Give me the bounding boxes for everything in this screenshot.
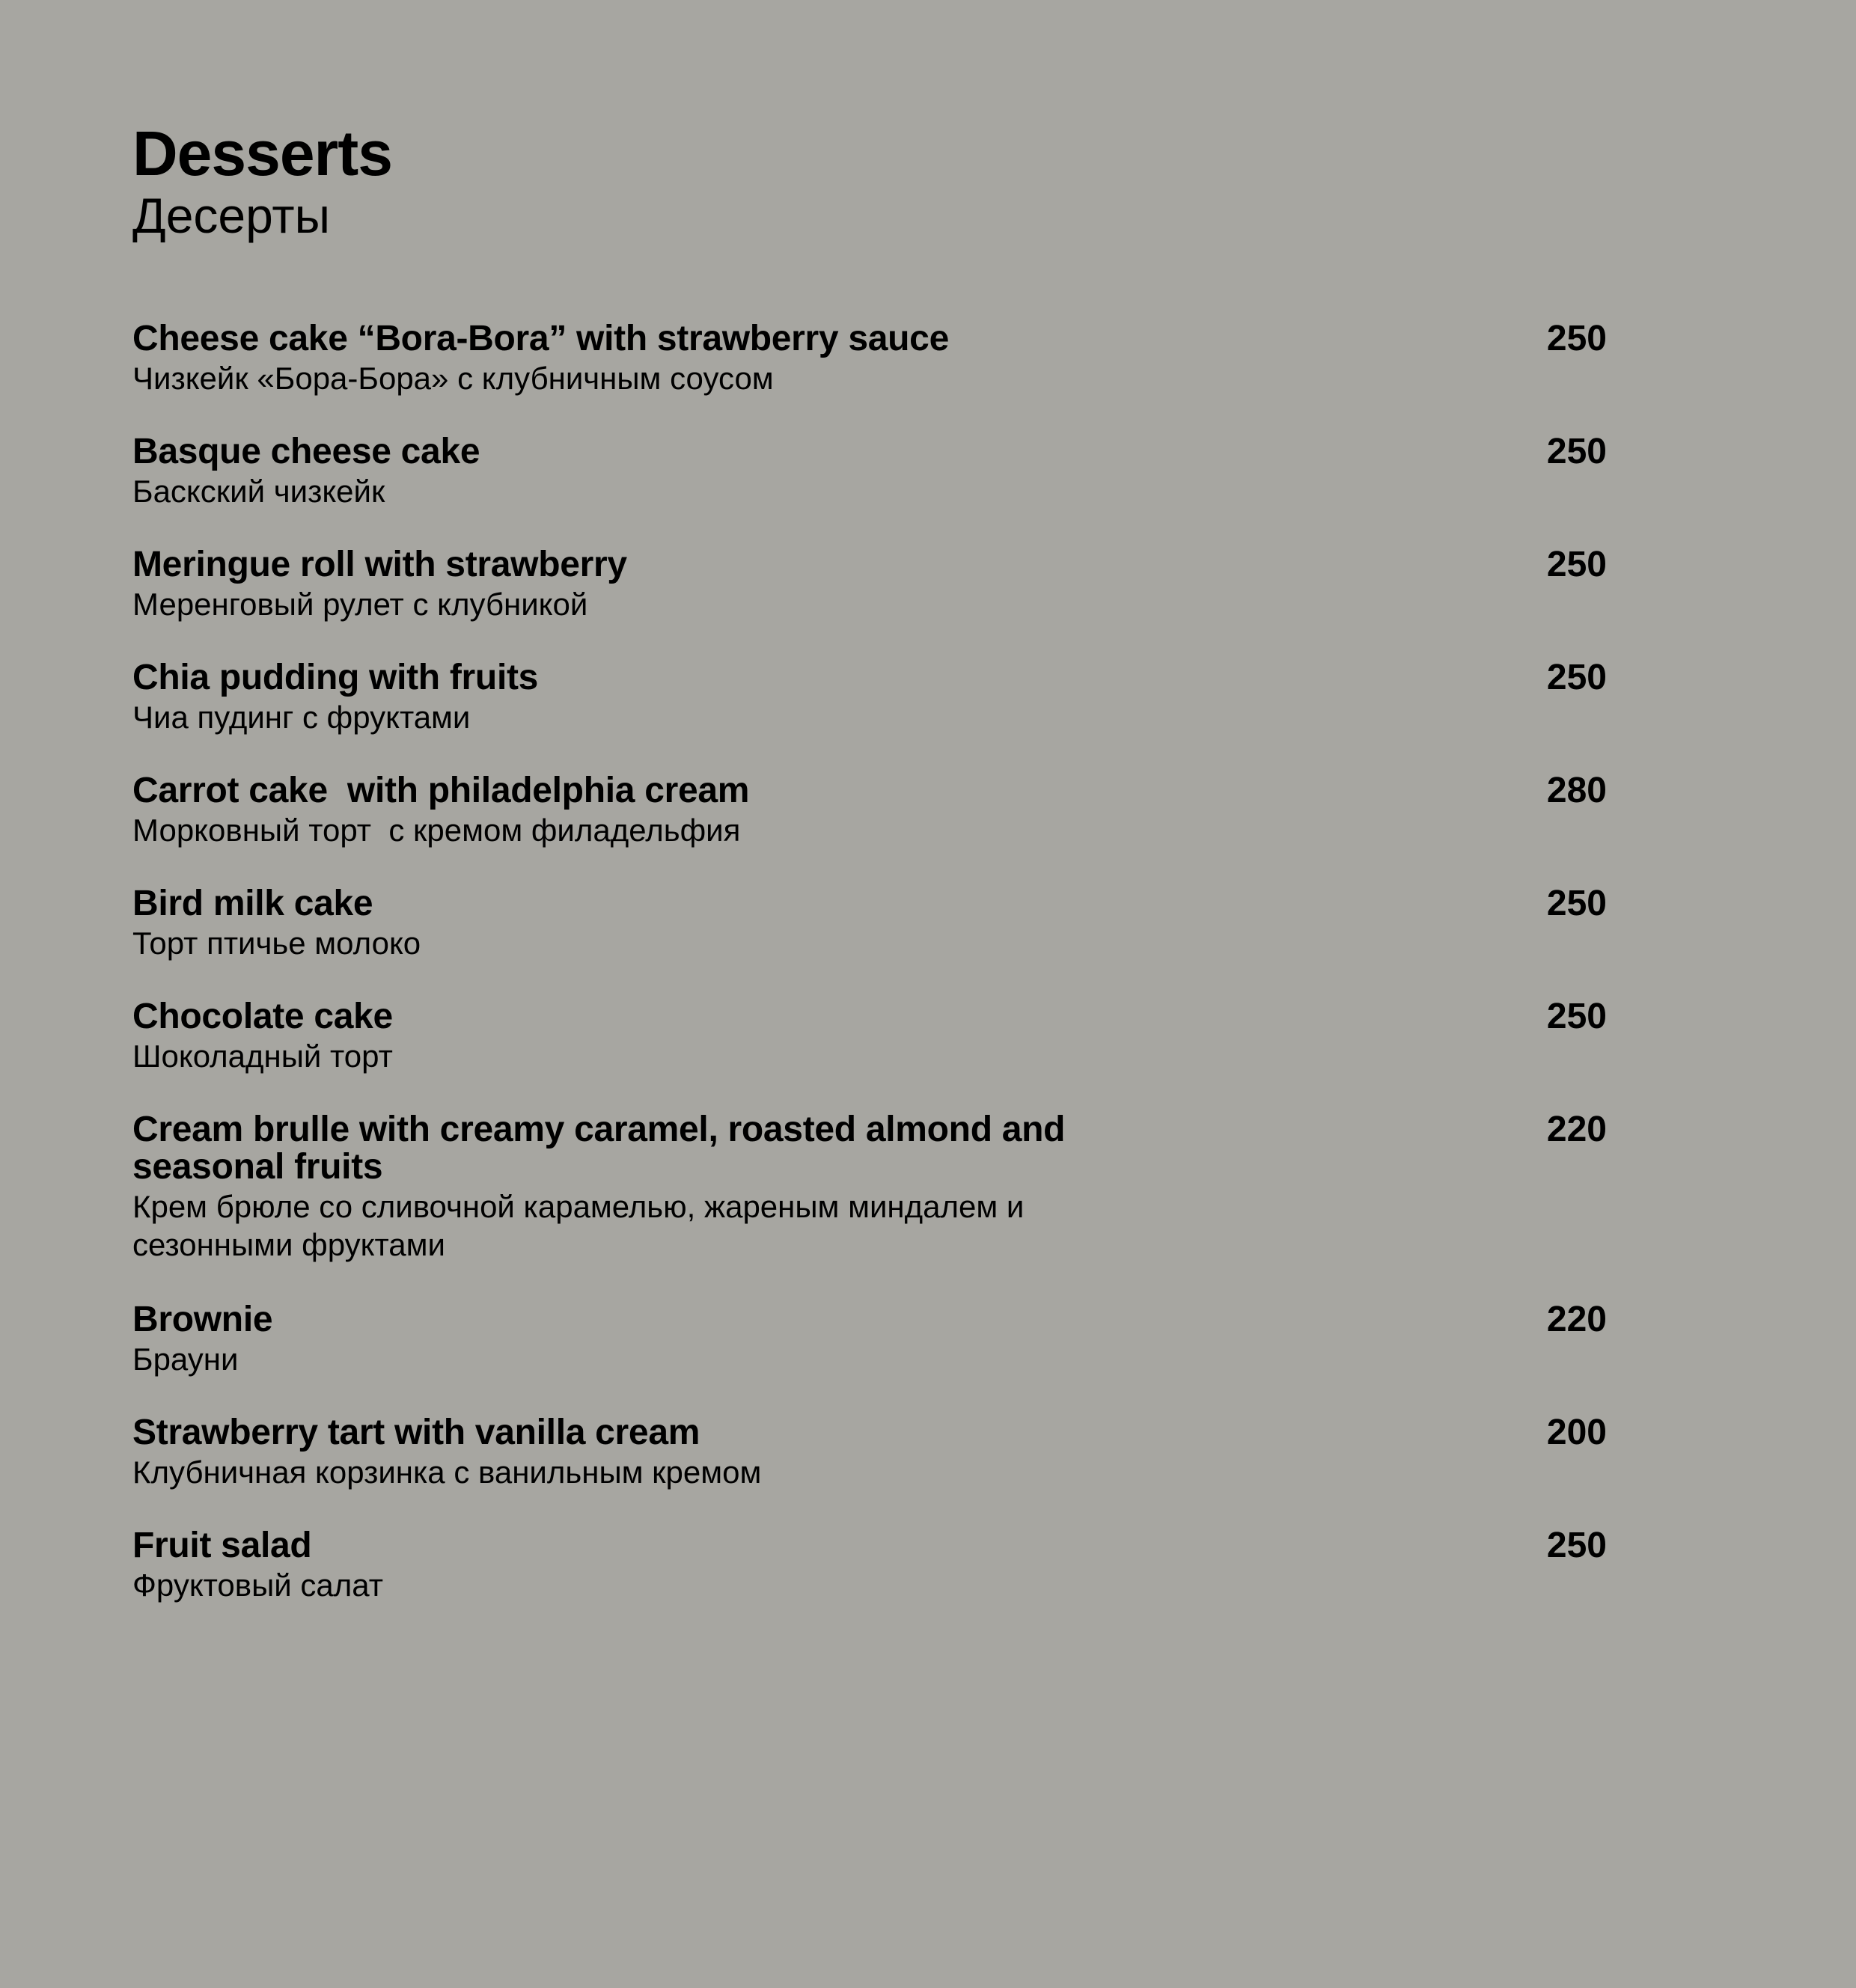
item-name-ru: Баскский чизкейк (132, 474, 385, 509)
item-price: 250 (1546, 1526, 1607, 1565)
menu-item-strawberry-tart (132, 1414, 1607, 1491)
item-price: 280 (1546, 771, 1607, 810)
menu-item-brownie (132, 1301, 1607, 1378)
item-name-ru: Торт птичье молоко (132, 926, 421, 961)
item-name: Cream brulle with creamy caramel, roasted almond and seasonal fruits (132, 1110, 1066, 1187)
menu-item-cream-brulle (132, 1111, 1607, 1264)
menu-item-meringue-roll (132, 546, 1607, 623)
item-name-ru: Меренговый рулет с клубникой (132, 587, 588, 622)
item-name: Strawberry tart with vanilla cream (132, 1413, 700, 1452)
item-name: Carrot cake with philadelphia cream (132, 771, 750, 810)
menu-item-bora-bora-cheesecake (132, 320, 1607, 397)
menu-item-basque-cheesecake (132, 433, 1607, 510)
menu-item-fruit-salad (132, 1527, 1607, 1604)
item-name: Cheese cake “Bora-Bora” with strawberry sauce (132, 319, 949, 358)
item-name: Basque cheese cake (132, 432, 480, 471)
item-name-ru: Брауни (132, 1342, 239, 1377)
item-name-ru: Шоколадный торт (132, 1039, 393, 1074)
item-name-ru: Клубничная корзинка с ванильным кремом (132, 1455, 762, 1490)
item-name: Meringue roll with strawberry (132, 545, 627, 584)
item-name: Brownie (132, 1300, 273, 1339)
item-name-ru: Чиа пудинг с фруктами (132, 700, 471, 735)
item-price: 200 (1546, 1413, 1607, 1452)
item-price: 250 (1546, 545, 1607, 584)
item-name-ru: Чизкейк «Бора-Бора» с клубничным соусом (132, 361, 774, 396)
menu-item-carrot-cake (132, 772, 1607, 849)
item-price: 250 (1546, 319, 1607, 358)
item-price: 250 (1546, 884, 1607, 923)
menu-item-bird-milk-cake (132, 885, 1607, 962)
section-subtitle: Десерты (132, 188, 331, 243)
item-price: 220 (1546, 1110, 1607, 1149)
menu-item-chia-pudding (132, 659, 1607, 736)
item-price: 250 (1546, 432, 1607, 471)
item-name: Bird milk cake (132, 884, 373, 923)
item-price: 250 (1546, 997, 1607, 1036)
menu-item-chocolate-cake (132, 998, 1607, 1075)
menu-page (132, 120, 1607, 1640)
menu-list (132, 320, 1607, 1604)
section-title: Desserts (132, 118, 392, 189)
item-name: Fruit salad (132, 1526, 312, 1565)
item-name-ru: Морковный торт с кремом филадельфия (132, 813, 741, 848)
item-name-ru: Крем брюле со сливочной карамелью, жареным миндалем и сезонными фруктами (132, 1189, 1025, 1262)
item-price: 220 (1546, 1300, 1607, 1339)
item-name: Chocolate cake (132, 997, 393, 1036)
item-price: 250 (1546, 658, 1607, 697)
item-name-ru: Фруктовый салат (132, 1568, 383, 1603)
item-name: Chia pudding with fruits (132, 658, 539, 697)
